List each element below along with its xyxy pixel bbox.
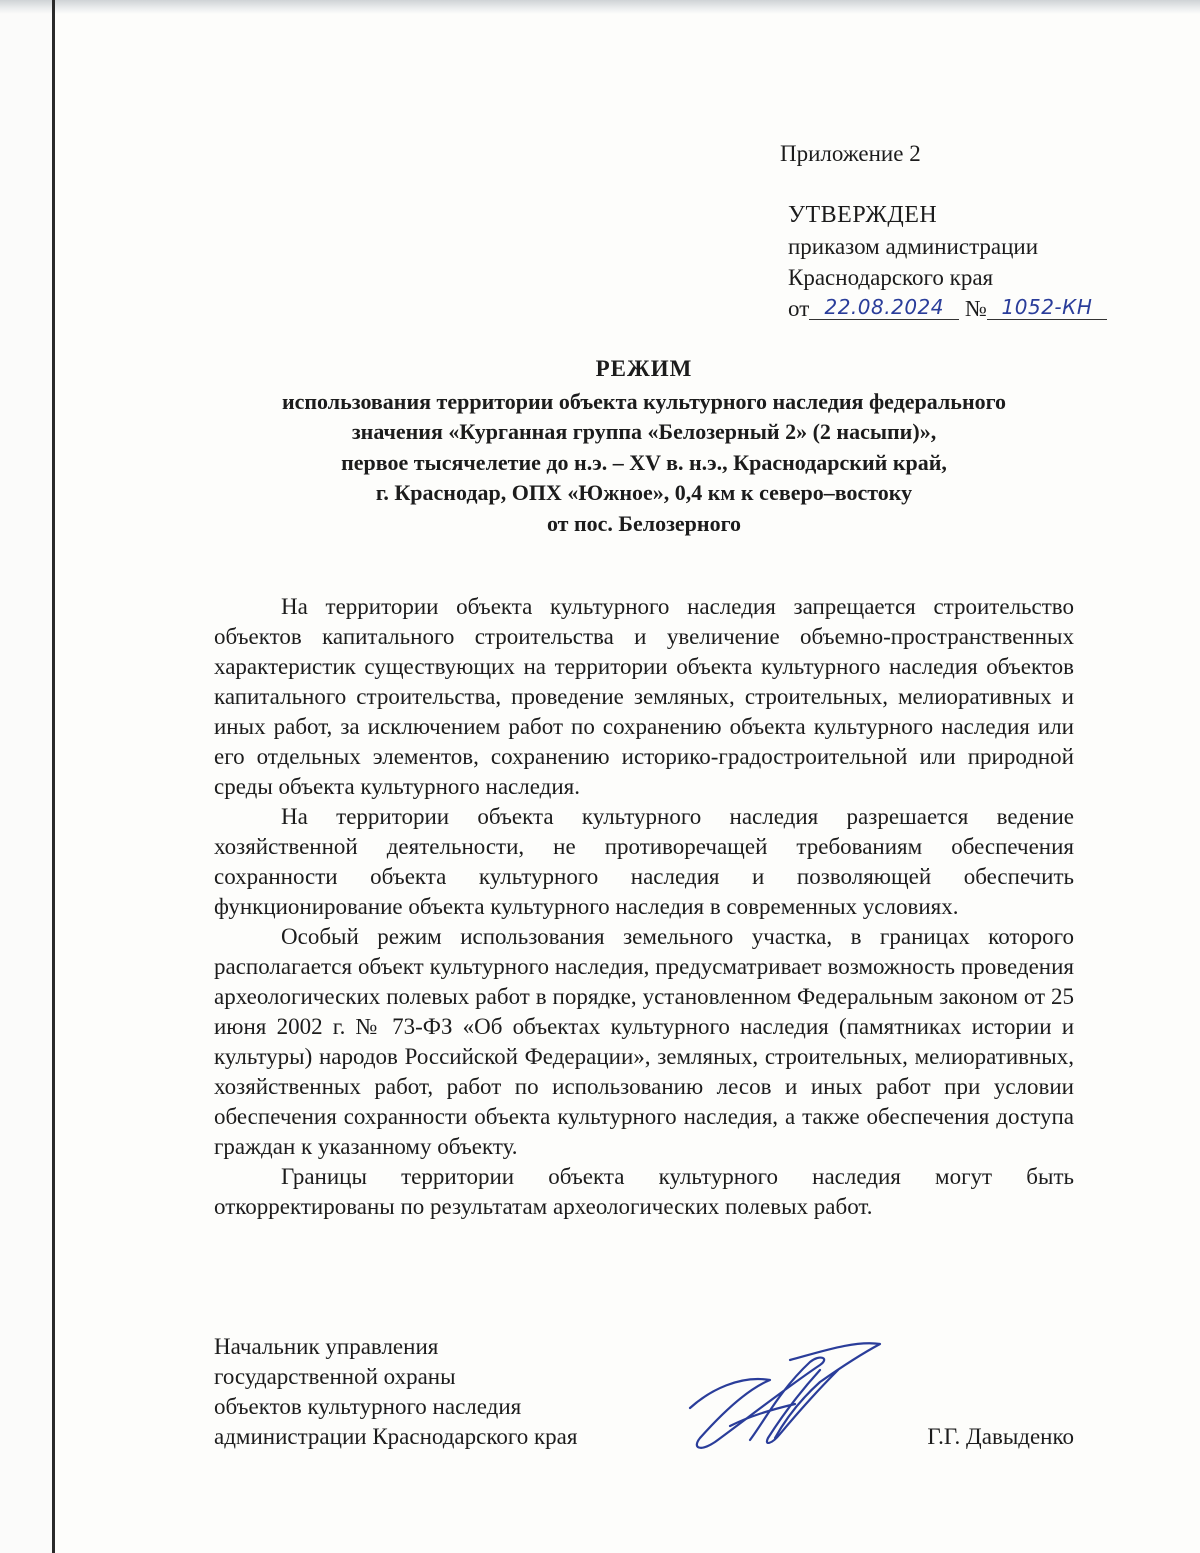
paragraph-permissions: На территории объекта культурного наследия разрешается ведение хозяйственной деятельности, не противоречащей требованиям обеспечения сохранности объекта культурного наследия и позволяющей обеспечить функционирование объекта культурного наследия в современных условиях. (214, 804, 1074, 919)
title-line-2: значения «Курганная группа «Белозерный 2» (2 насыпи)», (351, 419, 937, 444)
scan-top-edge (0, 0, 1200, 14)
title-line-5: от пос. Белозерного (546, 510, 742, 536)
signer-position-line-2: государственной охраны (214, 1364, 456, 1389)
number-field (987, 295, 1107, 320)
approved-by-line-2: Краснодарского края (788, 265, 994, 290)
approval-details (788, 200, 1148, 324)
date-field (809, 295, 959, 320)
document-body (214, 592, 1074, 1222)
approved-label: УТВЕРЖДЕН (788, 202, 938, 228)
signer-position-line-4: администрации Краснодарского края (214, 1424, 578, 1449)
paragraph-special-regime: Особый режим использования земельного участка, в границах которого располагается объект культурного наследия, предусматривает возможность проведения археологических полевых работ в порядке, установленном Федеральным законом от 25 июня 2002 г. № 73-ФЗ «Об объектах культурного наследия (памятниках истории и культуры) народов Российской Федерации», земляных, строительных, мелиоративных, хозяйственных работ, работ по использованию лесов и иных работ при условии обеспечения сохранности объекта культурного наследия, а также обеспечения доступа граждан к указанному объекту. (214, 924, 1074, 1159)
appendix-label: Приложение 2 (780, 141, 921, 166)
signature-block (214, 1332, 1074, 1452)
title-line-3: первое тысячелетие до н.э. – XV в. н.э., Краснодарский край, (341, 449, 947, 475)
title-line-4: г. Краснодар, ОПХ «Южное», 0,4 км к северо–востоку (375, 480, 913, 505)
document-title (214, 354, 1074, 539)
signer-name: Г.Г. Давыденко (927, 1424, 1074, 1449)
scan-left-edge (52, 0, 55, 1553)
date-prefix: от (788, 296, 810, 321)
approval-stamp-block (780, 138, 1093, 321)
signer-position-line-1: Начальник управления (214, 1334, 439, 1359)
paragraph-prohibitions: На территории объекта культурного наследия запрещается строительство объектов капитального строительства и увеличение объемно-пространственных характеристик существующих на территории объекта культурного наследия объектов капитального строительства, проведение земляных, строительных, мелиоративных и иных работ, за исключением работ по сохранению объекта культурного наследия или его отдельных элементов, сохранению историко-градостроительной или природной среды объекта культурного наследия. (214, 594, 1074, 799)
scan-margin (0, 0, 52, 1553)
approved-by-line-1: приказом администрации (788, 234, 1039, 259)
paragraph-boundaries: Границы территории объекта культурного наследия могут быть откорректированы по результатам археологических полевых работ. (214, 1164, 1074, 1219)
order-date: 22.08.2024 (824, 295, 944, 319)
signer-position-line-3: объектов культурного наследия (214, 1394, 522, 1419)
title-main: РЕЖИМ (595, 356, 693, 381)
order-date-number-line (788, 293, 1148, 324)
number-prefix: № (965, 296, 987, 321)
order-number: 1052-КН (1001, 295, 1093, 319)
title-line-1: использования территории объекта культурного наследия федерального (281, 388, 1007, 414)
handwritten-signature-icon (670, 1330, 890, 1460)
